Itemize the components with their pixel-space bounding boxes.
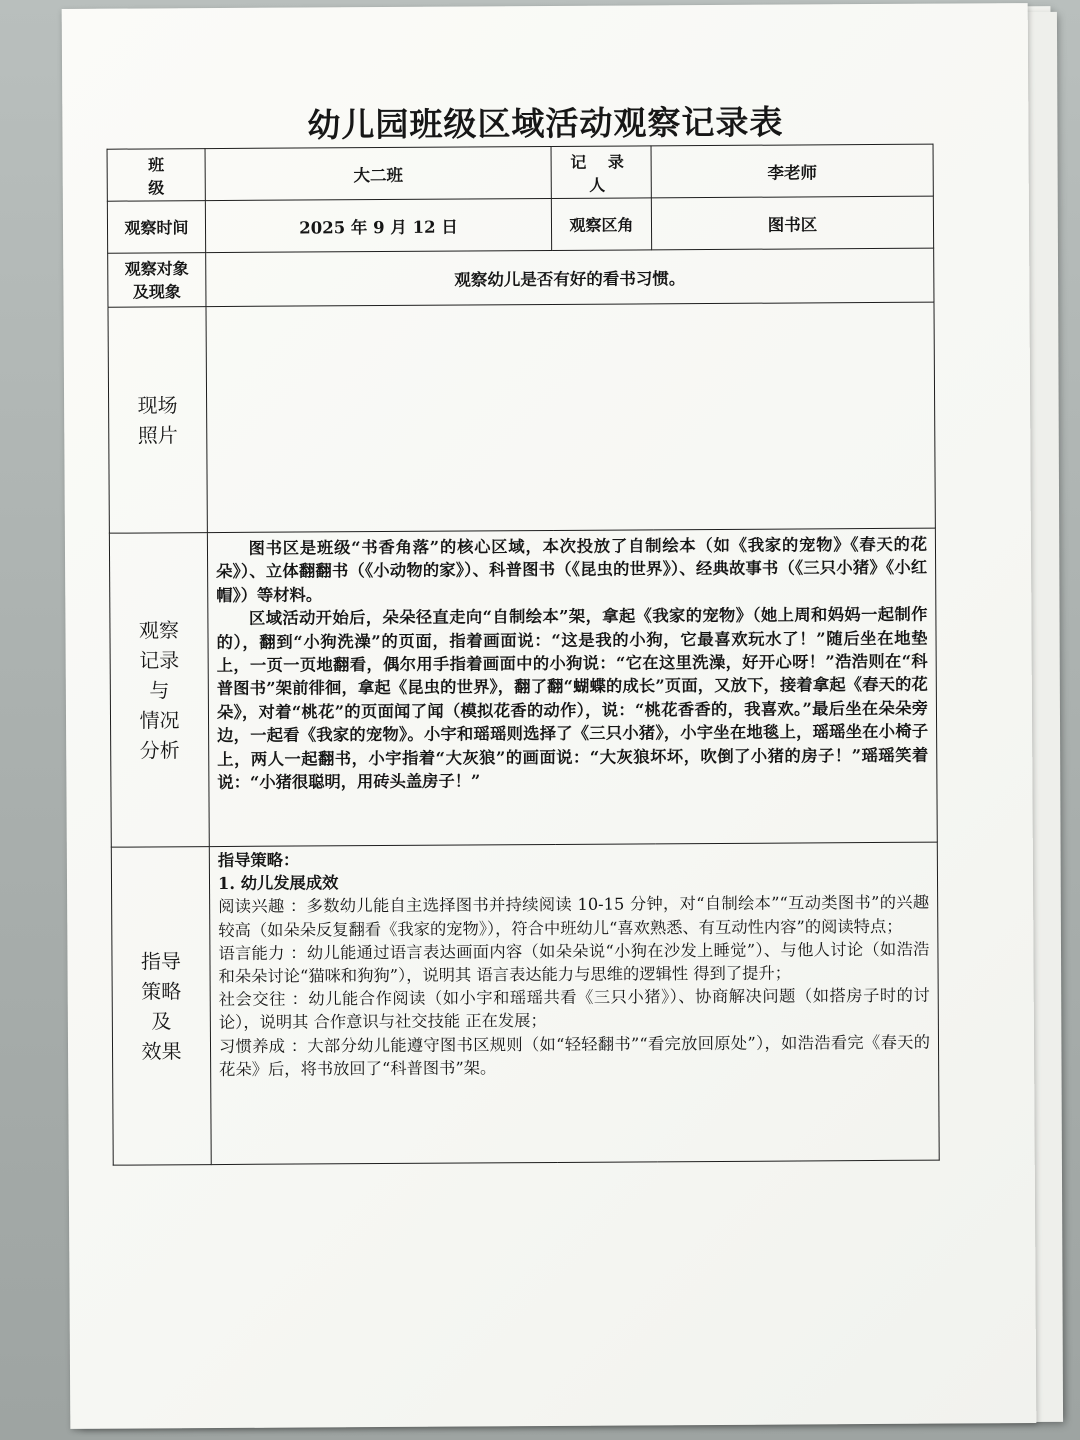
guide-item-social: 社会交往 ：幼儿能合作阅读（如小宇和瑶瑶共看《三只小猪》）、协商解决问题（如搭房子时的讨论），说明其 合作意识与社交技能 正在发展； xyxy=(218,985,930,1033)
target-label-line1: 观察对象 xyxy=(124,258,189,279)
record-label-line4: 情况 xyxy=(139,707,180,733)
time-label: 观察时间 xyxy=(107,201,205,254)
photo-label xyxy=(108,307,207,534)
record-content xyxy=(207,528,937,846)
document-sheet xyxy=(62,3,1037,1429)
guide-content xyxy=(209,842,939,1164)
target-label-line2: 及现象 xyxy=(132,281,181,302)
photo-label-line2: 照片 xyxy=(137,422,178,448)
guide-label xyxy=(111,847,211,1166)
guide-label-line4: 效果 xyxy=(141,1038,182,1063)
guide-item-habit: 习惯养成 ：大部分幼儿能遵守图书区规则（如“轻轻翻书”“看完放回原处”），如浩浩看完《春天的花朵》后，将书放回了“科普图书”架。 xyxy=(218,1032,931,1079)
class-value: 大二班 xyxy=(205,146,551,200)
row-class xyxy=(107,144,933,201)
guide-heading: 指导策略： xyxy=(217,850,300,871)
observation-table xyxy=(107,144,940,1166)
target-value: 观察幼儿是否有好的看书习惯。 xyxy=(206,248,934,306)
record-paragraph-1: 图书区是班级“书香角落”的核心区域，本次投放了自制绘本（如《我家的宠物》《春天的花朵》）、立体翻翻书（《小动物的家》）、科普图书（《昆虫的世界》）、经典故事书（《三只小猪》《小红帽》）等材料。 xyxy=(216,534,928,605)
time-value: 2025 年 9 月 12 日 xyxy=(205,198,551,252)
record-label-line3: 与 xyxy=(149,677,170,702)
record-paragraph-2: 区域活动开始后，朵朵径直走向“自制绘本”架，拿起《我家的宠物》（她上周和妈妈一起制作的），翻到“小狗洗澡”的页面，指着画面说：“这是我的小狗，它最喜欢玩水了！”随后坐在地垫上，一页一页地翻看，偶尔用手指着画面中的小狗说：“它在这里洗澡，好开心呀！”浩浩则在“科普图书”架前徘徊，拿起《昆虫的世界》，翻了翻“蝴蝶的成长”页面，又放下，接着拿起《春天的花朵》，对着“桃花”的页面闻了闻（模拟花香的动作），说：“桃花香香的，我喜欢。”最后坐在朵朵旁边，一起看《我家的宠物》。小宇和瑶瑶则选择了《三只小猪》，小宇坐在地毯上，瑶瑶坐在小椅子上，两人一起翻书，小宇指着“大灰狼”的画面说：“大灰狼坏坏，吹倒了小猪的房子！”瑶瑶笑着说：“小猪很聪明，用砖头盖房子！” xyxy=(216,604,929,793)
row-time xyxy=(107,196,933,253)
area-value: 图书区 xyxy=(651,196,933,250)
row-photo xyxy=(108,302,935,533)
photo-label-line1: 现场 xyxy=(137,392,178,418)
document-title: 幼儿园班级区域活动观察记录表 xyxy=(307,102,784,145)
class-label: 班 级 xyxy=(107,149,205,202)
guide-subheading: 1. 幼儿发展成效 xyxy=(217,873,339,894)
record-label xyxy=(109,533,209,848)
target-label xyxy=(108,253,206,308)
recorder-value: 李老师 xyxy=(651,144,933,198)
area-label: 观察区角 xyxy=(551,198,651,251)
row-guide xyxy=(111,842,939,1165)
guide-item-language: 语言能力 ：幼儿能通过语言表达画面内容（如朵朵说“小狗在沙发上睡觉”）、与他人讨论（如浩浩和朵朵讨论“猫咪和狗狗”），说明其 语言表达能力与思维的逻辑性 得到了提升； xyxy=(218,939,930,987)
guide-item-reading: 阅读兴趣 ：多数幼儿能自主选择图书并持续阅读 10-15 分钟，对“自制绘本”“互动类图书”的兴趣较高（如朵朵反复翻看《我家的宠物》），符合中班幼儿“喜欢熟悉、有互动性内容”的阅读特点； xyxy=(218,893,930,940)
photo-area xyxy=(206,302,935,532)
row-record xyxy=(109,528,937,847)
recorder-label: 记 录 人 xyxy=(551,146,651,199)
guide-label-line2: 策略 xyxy=(141,978,182,1003)
record-label-line5: 分析 xyxy=(139,737,180,763)
guide-label-line3: 及 xyxy=(151,1008,172,1033)
record-label-line1: 观察 xyxy=(138,617,180,643)
row-target xyxy=(108,248,934,307)
guide-label-line1: 指导 xyxy=(140,948,182,973)
record-label-line2: 记录 xyxy=(139,647,180,673)
